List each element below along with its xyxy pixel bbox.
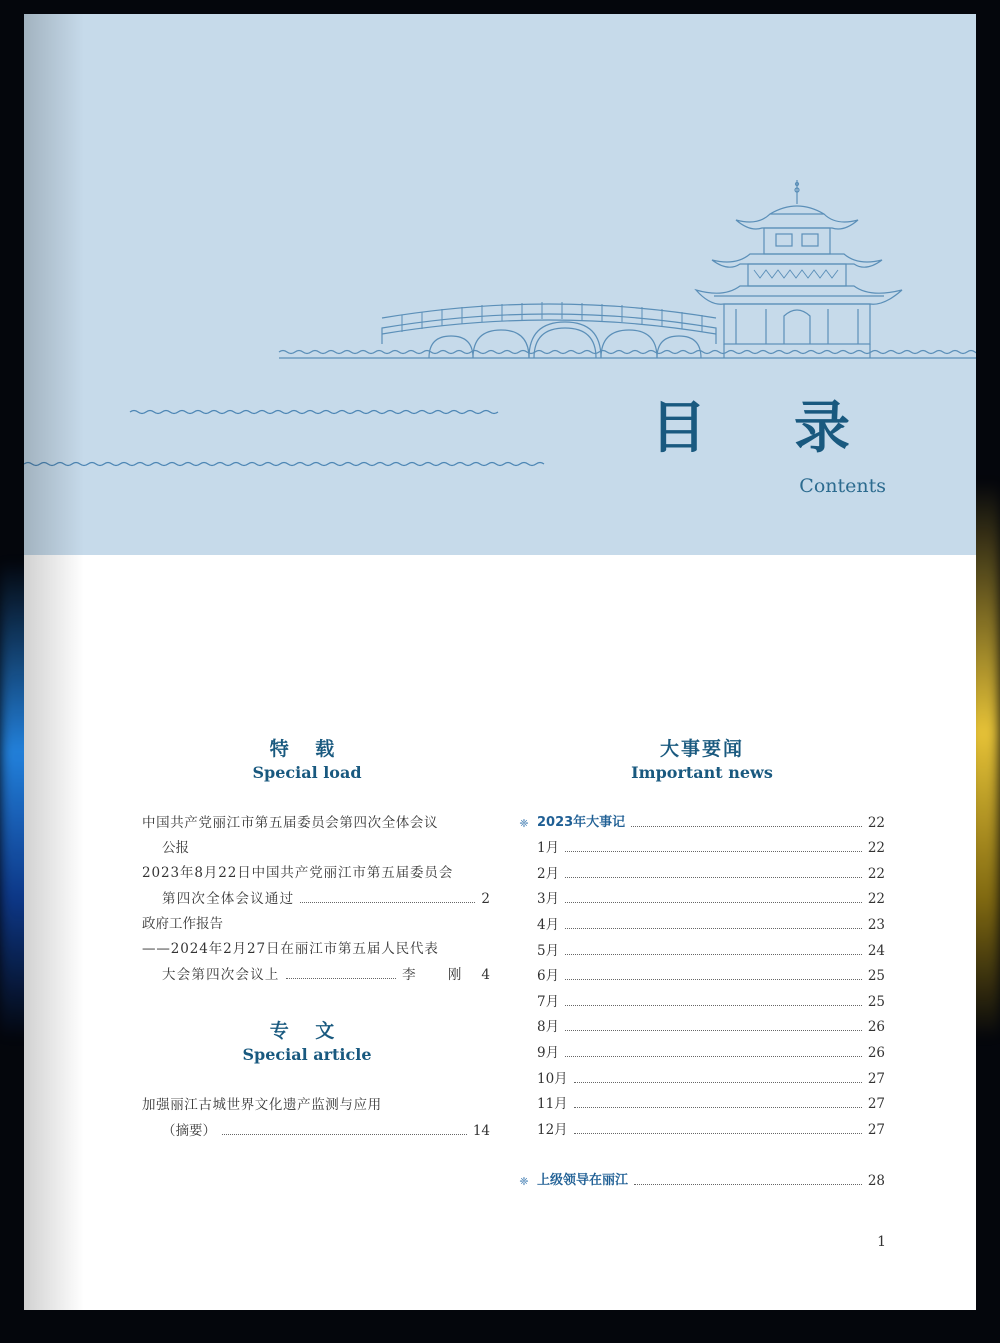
toc-entry-label: （摘要）: [162, 1123, 216, 1139]
toc-entry-chronicle[interactable]: [537, 813, 885, 833]
toc-page-number: 26: [867, 1045, 885, 1061]
toc-entry-leaders[interactable]: [537, 1171, 885, 1191]
special-article-heading: [207, 1018, 407, 1066]
dot-leader: [565, 928, 862, 929]
toc-entry-resolution[interactable]: [162, 889, 490, 909]
dot-leader: [565, 902, 862, 903]
toc-entry-month[interactable]: [537, 941, 885, 961]
toc-entry-label: 上级领导在丽江: [537, 1173, 629, 1188]
dot-leader: [565, 851, 862, 852]
dot-leader: [565, 1030, 862, 1031]
toc-entry-month[interactable]: [537, 915, 885, 935]
dot-leader: [565, 979, 862, 980]
page-number: 1: [877, 1234, 886, 1250]
important-news-heading-en: Important news: [631, 763, 773, 782]
toc-page-number: 27: [867, 1071, 885, 1087]
toc-entry-month[interactable]: [537, 1069, 885, 1089]
toc-entry-month[interactable]: [537, 1043, 885, 1063]
special-article-heading-en: Special article: [242, 1045, 372, 1064]
toc-entry-label: 10月: [537, 1071, 568, 1087]
toc-entry-label: 5月: [537, 943, 560, 959]
toc-page-number: 28: [867, 1173, 885, 1189]
toc-entry-line[interactable]: 政府工作报告: [142, 916, 223, 932]
toc-page-number: 22: [867, 815, 885, 831]
toc-entry-month[interactable]: [537, 966, 885, 986]
toc-entry-heritage[interactable]: [162, 1121, 490, 1141]
toc-entry-label: 8月: [537, 1019, 560, 1035]
toc-entry-label: 第四次全体会议通过: [162, 891, 295, 907]
toc-entry-line[interactable]: 加强丽江古城世界文化遗产监测与应用: [142, 1097, 382, 1113]
toc-entry-month[interactable]: [537, 992, 885, 1012]
page-title: 目 录: [650, 395, 884, 461]
toc-entry-label: 大会第四次会议上: [162, 967, 280, 983]
toc-entry-month[interactable]: [537, 864, 885, 884]
toc-page-number: 27: [867, 1096, 885, 1112]
special-load-heading: [207, 736, 407, 784]
toc-page-number: 25: [867, 968, 885, 984]
book-page: [24, 14, 976, 1310]
toc-entry-line: ——2024年2月27日在丽江市第五届人民代表: [142, 941, 439, 957]
toc-entry-label: 11月: [537, 1096, 568, 1112]
toc-entry-month[interactable]: [537, 838, 885, 858]
page-subtitle: Contents: [799, 475, 886, 497]
toc-entry-month[interactable]: [537, 1094, 885, 1114]
toc-entry-label: 2023年大事记: [537, 815, 626, 830]
toc-entry-gov-report[interactable]: [162, 965, 490, 985]
flower-bullet-icon: ❈: [519, 1175, 529, 1188]
special-load-heading-en: Special load: [252, 763, 362, 782]
toc-entry-label: 6月: [537, 968, 560, 984]
toc-page-number: 2: [481, 891, 490, 907]
dot-leader: [222, 1134, 467, 1135]
toc-page-number: 22: [867, 866, 885, 882]
toc-page-number: 22: [867, 840, 885, 856]
toc-entry-label: 1月: [537, 840, 560, 856]
dot-leader: [565, 877, 862, 878]
dot-leader: [631, 826, 862, 827]
toc-entry-label: 3月: [537, 891, 560, 907]
toc-page-number: 23: [867, 917, 885, 933]
toc-entry-label: 4月: [537, 917, 560, 933]
toc-page-number: 14: [472, 1123, 490, 1139]
dot-leader: [574, 1133, 862, 1134]
dot-leader: [574, 1082, 862, 1083]
toc-entry-label: 7月: [537, 994, 560, 1010]
toc-page-number: 22: [867, 891, 885, 907]
toc-page-number: 24: [867, 943, 885, 959]
toc-entry-line[interactable]: 公报: [162, 840, 189, 856]
important-news-heading: [602, 736, 802, 784]
toc-page-number: 27: [867, 1122, 885, 1138]
toc-entry-month[interactable]: [537, 1017, 885, 1037]
toc-entry-month[interactable]: [537, 889, 885, 909]
toc-entry-label: 9月: [537, 1045, 560, 1061]
flower-bullet-icon: ❈: [519, 817, 529, 830]
special-load-heading-cn: 特 载: [269, 738, 345, 760]
dot-leader: [565, 954, 862, 955]
toc-entry-label: 12月: [537, 1122, 568, 1138]
dot-leader: [574, 1107, 862, 1108]
toc-page-number: 25: [867, 994, 885, 1010]
dot-leader: [634, 1184, 862, 1185]
special-article-heading-cn: 专 文: [269, 1020, 345, 1042]
toc-page-number: 26: [867, 1019, 885, 1035]
toc-author: 李 刚: [402, 967, 476, 983]
important-news-heading-cn: 大事要闻: [659, 738, 744, 760]
toc-entry-line: 2023年8月22日中国共产党丽江市第五届委员会: [142, 865, 454, 881]
dot-leader: [286, 978, 397, 979]
dot-leader: [565, 1056, 862, 1057]
toc-entry-label: 2月: [537, 866, 560, 882]
toc-entry-line[interactable]: 中国共产党丽江市第五届委员会第四次全体会议: [142, 815, 439, 831]
dot-leader: [565, 1005, 862, 1006]
dot-leader: [300, 902, 475, 903]
toc-entry-month[interactable]: [537, 1120, 885, 1140]
toc-page-number: 4: [481, 967, 490, 983]
